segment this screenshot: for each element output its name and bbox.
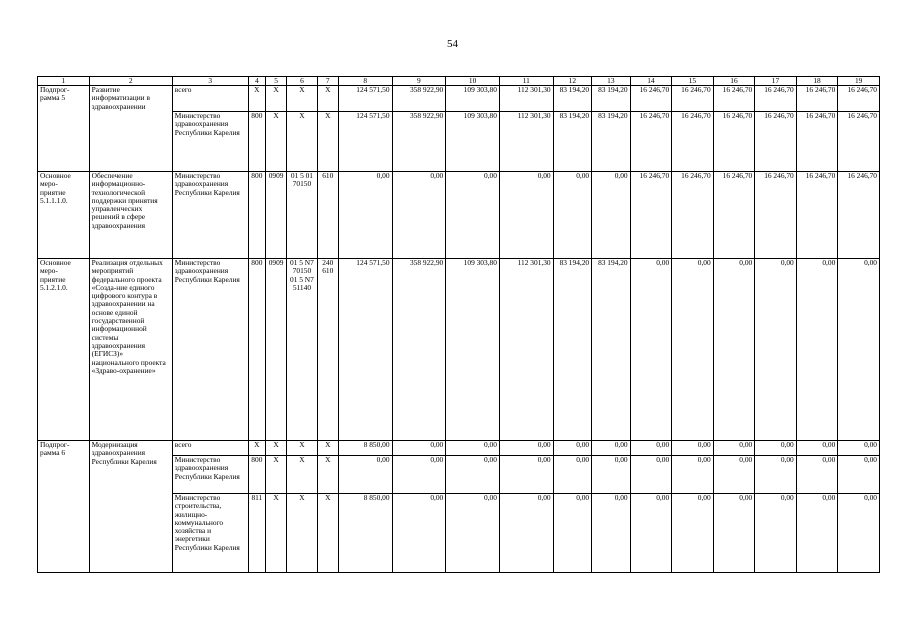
amount-cell: 0,00 xyxy=(392,441,446,456)
amount-cell: 0,00 xyxy=(630,456,672,494)
amount-cell: 16 246,70 xyxy=(630,172,672,259)
amount-cell: 0,00 xyxy=(592,456,631,494)
amount-cell: 0,00 xyxy=(755,441,797,456)
amount-cell: 0,00 xyxy=(392,172,446,259)
header-row xyxy=(38,77,880,86)
executor-cell: всего xyxy=(172,441,248,456)
amount-cell: 0,00 xyxy=(713,259,755,441)
column-header: 3 xyxy=(172,77,248,86)
amount-cell: 0,00 xyxy=(499,172,553,259)
column-header: 1 xyxy=(38,77,90,86)
table-row xyxy=(38,86,880,112)
expense-type-cell: 610 xyxy=(317,172,338,259)
grbs-code-cell: 800 xyxy=(248,112,265,172)
amount-cell: 16 246,70 xyxy=(755,86,797,112)
amount-cell: 16 246,70 xyxy=(713,112,755,172)
amount-cell: 16 246,70 xyxy=(838,172,880,259)
target-code-cell: 01 5 01 70150 xyxy=(287,172,317,259)
executor-cell: Министерство здравоохранения Республики Карелия xyxy=(172,172,248,259)
amount-cell: 0,00 xyxy=(499,441,553,456)
amount-cell: 0,00 xyxy=(446,494,500,573)
amount-cell: 124 571,50 xyxy=(338,86,392,112)
amount-cell: 0,00 xyxy=(553,494,592,573)
column-header: 7 xyxy=(317,77,338,86)
amount-cell: 0,00 xyxy=(338,456,392,494)
column-header: 8 xyxy=(338,77,392,86)
amount-cell: 0,00 xyxy=(392,494,446,573)
budget-table xyxy=(37,76,880,573)
amount-cell: 0,00 xyxy=(713,441,755,456)
amount-cell: 83 194,20 xyxy=(592,86,631,112)
amount-cell: 16 246,70 xyxy=(755,172,797,259)
column-header: 12 xyxy=(553,77,592,86)
amount-cell: 8 850,00 xyxy=(338,441,392,456)
amount-cell: 0,00 xyxy=(672,456,714,494)
amount-cell: 112 301,30 xyxy=(499,112,553,172)
table-row xyxy=(38,259,880,441)
executor-cell: Министерство здравоохранения Республики Карелия xyxy=(172,259,248,441)
amount-cell: 83 194,20 xyxy=(553,86,592,112)
column-header: 13 xyxy=(592,77,631,86)
amount-cell: 0,00 xyxy=(499,456,553,494)
column-header: 17 xyxy=(755,77,797,86)
amount-cell: 0,00 xyxy=(499,494,553,573)
executor-cell: Министерство строительства, жилищно-коммунального хозяйства и энергетики Республики Карелия xyxy=(172,494,248,573)
amount-cell: 0,00 xyxy=(672,441,714,456)
section-code-cell: 0909 xyxy=(265,259,286,441)
status-cell: Основное меро- приятие 5.1.1.1.0. xyxy=(38,172,90,259)
amount-cell: 83 194,20 xyxy=(592,259,631,441)
column-header: 6 xyxy=(287,77,317,86)
amount-cell: 0,00 xyxy=(838,494,880,573)
table-row xyxy=(38,172,880,259)
amount-cell: 0,00 xyxy=(446,441,500,456)
amount-cell: 0,00 xyxy=(446,456,500,494)
amount-cell: 0,00 xyxy=(592,441,631,456)
amount-cell: 16 246,70 xyxy=(796,86,838,112)
amount-cell: 16 246,70 xyxy=(672,172,714,259)
amount-cell: 0,00 xyxy=(755,494,797,573)
column-header: 4 xyxy=(248,77,265,86)
status-cell: Подпрог- рамма 5 xyxy=(38,86,90,172)
column-header: 10 xyxy=(446,77,500,86)
grbs-code-cell: 800 xyxy=(248,456,265,494)
amount-cell: 0,00 xyxy=(630,259,672,441)
amount-cell: 0,00 xyxy=(713,456,755,494)
expense-type-cell: Х xyxy=(317,456,338,494)
page-number: 54 xyxy=(447,38,458,50)
amount-cell: 16 246,70 xyxy=(838,86,880,112)
amount-cell: 0,00 xyxy=(755,259,797,441)
amount-cell: 0,00 xyxy=(553,456,592,494)
amount-cell: 0,00 xyxy=(796,456,838,494)
target-code-cell: Х xyxy=(287,112,317,172)
amount-cell: 16 246,70 xyxy=(630,112,672,172)
section-code-cell: Х xyxy=(265,112,286,172)
grbs-code-cell: Х xyxy=(248,441,265,456)
program-name-cell: Развитие информатизации в здравоохранении xyxy=(89,86,172,172)
amount-cell: 124 571,50 xyxy=(338,112,392,172)
grbs-code-cell: 811 xyxy=(248,494,265,573)
amount-cell: 16 246,70 xyxy=(713,86,755,112)
amount-cell: 112 301,30 xyxy=(499,259,553,441)
amount-cell: 0,00 xyxy=(672,494,714,573)
expense-type-cell: Х xyxy=(317,86,338,112)
column-header: 5 xyxy=(265,77,286,86)
amount-cell: 0,00 xyxy=(796,494,838,573)
amount-cell: 0,00 xyxy=(796,441,838,456)
grbs-code-cell: 800 xyxy=(248,259,265,441)
column-header: 11 xyxy=(499,77,553,86)
amount-cell: 0,00 xyxy=(796,259,838,441)
amount-cell: 16 246,70 xyxy=(672,112,714,172)
column-header: 2 xyxy=(89,77,172,86)
executor-cell: Министерство здравоохранения Республики Карелия xyxy=(172,456,248,494)
amount-cell: 358 922,90 xyxy=(392,112,446,172)
target-code-cell: Х xyxy=(287,494,317,573)
target-code-cell: Х xyxy=(287,86,317,112)
program-name-cell: Реализация отдельных мероприятий федерального проекта «Созда-ние единого цифрового контура в здравоохранении на основе единой государственной информационной системы здравоохранения (ЕГИСЗ)» национального проекта «Здраво-охранение» xyxy=(89,259,172,441)
amount-cell: 83 194,20 xyxy=(553,112,592,172)
status-cell: Подпрог- рамма 6 xyxy=(38,441,90,573)
section-code-cell: Х xyxy=(265,456,286,494)
amount-cell: 0,00 xyxy=(553,441,592,456)
amount-cell: 109 303,80 xyxy=(446,112,500,172)
executor-cell: Министерство здравоохранения Республики Карелия xyxy=(172,112,248,172)
status-cell: Основное меро- приятие 5.1.2.1.0. xyxy=(38,259,90,441)
column-header: 16 xyxy=(713,77,755,86)
section-code-cell: 0909 xyxy=(265,172,286,259)
expense-type-cell: Х xyxy=(317,112,338,172)
amount-cell: 0,00 xyxy=(592,494,631,573)
expense-type-cell: Х xyxy=(317,441,338,456)
column-header: 19 xyxy=(838,77,880,86)
amount-cell: 0,00 xyxy=(713,494,755,573)
amount-cell: 358 922,90 xyxy=(392,86,446,112)
grbs-code-cell: 800 xyxy=(248,172,265,259)
amount-cell: 16 246,70 xyxy=(838,112,880,172)
amount-cell: 0,00 xyxy=(838,456,880,494)
target-code-cell: Х xyxy=(287,441,317,456)
grbs-code-cell: Х xyxy=(248,86,265,112)
amount-cell: 0,00 xyxy=(630,441,672,456)
section-code-cell: Х xyxy=(265,441,286,456)
amount-cell: 0,00 xyxy=(553,172,592,259)
amount-cell: 16 246,70 xyxy=(796,172,838,259)
amount-cell: 0,00 xyxy=(630,494,672,573)
amount-cell: 0,00 xyxy=(838,259,880,441)
amount-cell: 16 246,70 xyxy=(755,112,797,172)
expense-type-cell: 240 610 xyxy=(317,259,338,441)
amount-cell: 109 303,80 xyxy=(446,86,500,112)
section-code-cell: Х xyxy=(265,494,286,573)
amount-cell: 0,00 xyxy=(755,456,797,494)
amount-cell: 112 301,30 xyxy=(499,86,553,112)
column-header: 14 xyxy=(630,77,672,86)
amount-cell: 358 922,90 xyxy=(392,259,446,441)
amount-cell: 0,00 xyxy=(838,441,880,456)
column-header: 15 xyxy=(672,77,714,86)
amount-cell: 16 246,70 xyxy=(713,172,755,259)
program-name-cell: Обеспечение информационно-технологической поддержки принятия управленческих решений в сфере здравоохранения xyxy=(89,172,172,259)
amount-cell: 8 850,00 xyxy=(338,494,392,573)
section-code-cell: Х xyxy=(265,86,286,112)
target-code-cell: 01 5 N7 70150 01 5 N7 51140 xyxy=(287,259,317,441)
expense-type-cell: Х xyxy=(317,494,338,573)
program-name-cell: Модернизация здравоохранения Республики Карелия xyxy=(89,441,172,573)
column-header: 9 xyxy=(392,77,446,86)
amount-cell: 83 194,20 xyxy=(553,259,592,441)
executor-cell: всего xyxy=(172,86,248,112)
amount-cell: 0,00 xyxy=(592,172,631,259)
amount-cell: 0,00 xyxy=(446,172,500,259)
amount-cell: 16 246,70 xyxy=(630,86,672,112)
amount-cell: 0,00 xyxy=(392,456,446,494)
amount-cell: 16 246,70 xyxy=(672,86,714,112)
target-code-cell: Х xyxy=(287,456,317,494)
amount-cell: 109 303,80 xyxy=(446,259,500,441)
amount-cell: 16 246,70 xyxy=(796,112,838,172)
amount-cell: 124 571,50 xyxy=(338,259,392,441)
amount-cell: 0,00 xyxy=(672,259,714,441)
amount-cell: 83 194,20 xyxy=(592,112,631,172)
table-row xyxy=(38,441,880,456)
column-header: 18 xyxy=(796,77,838,86)
amount-cell: 0,00 xyxy=(338,172,392,259)
